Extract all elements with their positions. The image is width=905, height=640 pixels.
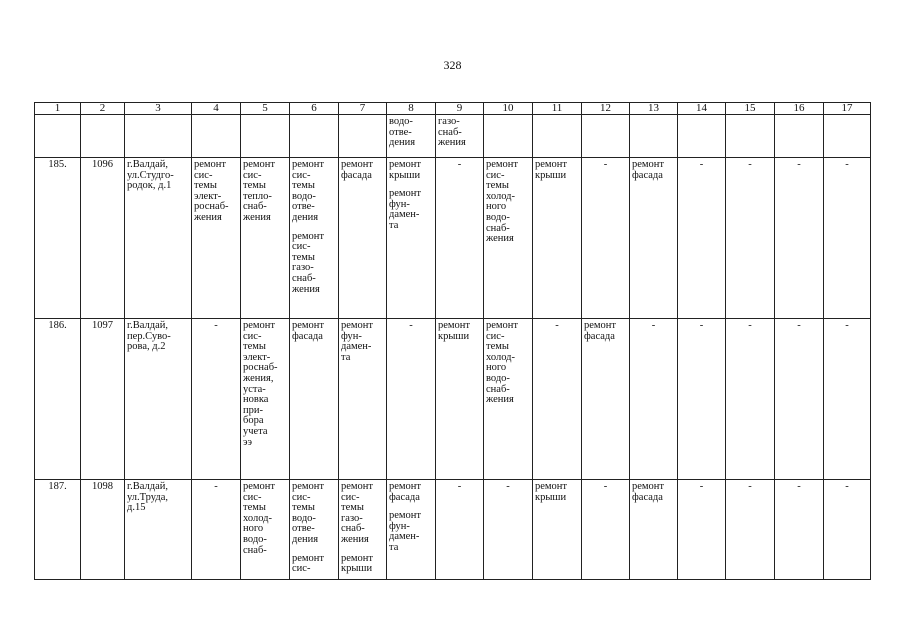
table-row xyxy=(35,158,871,319)
cell-c13 xyxy=(630,319,678,480)
dash-text: - xyxy=(699,320,704,331)
cell-c14 xyxy=(678,480,726,580)
cell-text: ремонт фасада xyxy=(292,320,325,342)
cell-text: 1097 xyxy=(92,320,113,331)
cell-text: водо- отве- дения xyxy=(389,116,416,149)
cell-c5 xyxy=(241,480,290,580)
cell-text: ремонт сис- темы элект- роснаб- жения xyxy=(194,159,229,223)
cell-text: ремонт крыши xyxy=(341,552,374,575)
cell xyxy=(241,115,290,158)
column-number-6: 6 xyxy=(290,103,339,115)
cell-c5 xyxy=(241,158,290,319)
table-row xyxy=(35,319,871,480)
cell-text: 187. xyxy=(48,481,67,492)
cell-c6 xyxy=(290,480,339,580)
cell-c16 xyxy=(775,158,824,319)
column-number-12: 12 xyxy=(582,103,630,115)
cell-text: ремонт крыши xyxy=(535,159,568,181)
cell-text: ремонт сис- темы газо- снаб- жения xyxy=(292,230,325,295)
cell xyxy=(35,115,81,158)
cell-c10 xyxy=(484,480,533,580)
row-number xyxy=(35,319,81,480)
dash-text: - xyxy=(457,159,462,170)
cell-text: 1098 xyxy=(92,481,113,492)
dash-text: - xyxy=(797,320,801,331)
column-number-9: 9 xyxy=(436,103,484,115)
cell-text: г.Валдай, ул.Труда, д.15 xyxy=(127,481,168,514)
cell-text: ремонт фун- дамен- та xyxy=(389,188,422,231)
cell-text: ремонт фун- дамен- та xyxy=(389,510,422,553)
cell-c8 xyxy=(387,480,436,580)
cell-text: ремонт фасада xyxy=(632,481,665,503)
column-number-15: 15 xyxy=(726,103,775,115)
cell-c6 xyxy=(290,158,339,319)
cell-text: ремонт сис- темы водо- отве- дения xyxy=(292,481,325,545)
cell-c6 xyxy=(290,319,339,480)
dash-text: - xyxy=(555,320,559,331)
cell-c13 xyxy=(630,480,678,580)
cell-text: ремонт сис- темы тепло- снаб- жения xyxy=(243,159,276,223)
dash-text: - xyxy=(457,481,462,492)
dash-text: - xyxy=(845,481,849,492)
column-number-5: 5 xyxy=(241,103,290,115)
column-number-1: 1 xyxy=(35,103,81,115)
page-number: 328 xyxy=(443,58,462,72)
cell-text: ремонт фун- дамен- та xyxy=(341,320,374,363)
cell-c8 xyxy=(387,158,436,319)
cell-text: ремонт сис- темы холод- ного водо- снаб- xyxy=(243,481,276,556)
column-number-3: 3 xyxy=(125,103,192,115)
dash-text: - xyxy=(845,159,849,170)
dash-text: - xyxy=(409,320,413,331)
cell xyxy=(192,115,241,158)
cell xyxy=(630,115,678,158)
cell-c12 xyxy=(582,319,630,480)
cell-text: газо- снаб- жения xyxy=(438,116,466,149)
cell-c8 xyxy=(387,115,436,158)
cell-text: ремонт фасада xyxy=(389,481,422,503)
cell-c9 xyxy=(436,158,484,319)
cell-c12 xyxy=(582,158,630,319)
cell-text: ремонт фасада xyxy=(584,320,617,342)
dash-text: - xyxy=(845,320,849,331)
cell-text: ремонт сис- темы газо- снаб- жения xyxy=(341,481,374,545)
cell-c8 xyxy=(387,319,436,480)
dash-text: - xyxy=(651,320,656,331)
dash-text: - xyxy=(214,320,218,331)
object-id xyxy=(81,480,125,580)
address-cell xyxy=(125,319,192,480)
cell-c4 xyxy=(192,319,241,480)
dash-text: - xyxy=(699,159,704,170)
cell-text: ремонт сис- темы элект- роснаб- жения, уста- новка при- бора учета ээ xyxy=(243,320,278,448)
cell-text: г.Валдай, ул.Студго- родок, д.1 xyxy=(127,159,174,192)
cell xyxy=(533,115,582,158)
cell-c7 xyxy=(339,480,387,580)
cell-c14 xyxy=(678,158,726,319)
column-number-8: 8 xyxy=(387,103,436,115)
column-number-row xyxy=(35,103,871,115)
object-id xyxy=(81,319,125,480)
cell-text: ремонт сис- темы водо- отве- дения xyxy=(292,159,325,223)
cell-c10 xyxy=(484,319,533,480)
row-number xyxy=(35,158,81,319)
cell-c13 xyxy=(630,158,678,319)
cell xyxy=(824,115,871,158)
cell-c5 xyxy=(241,319,290,480)
column-number-13: 13 xyxy=(630,103,678,115)
repair-schedule-table xyxy=(34,102,871,580)
column-number-16: 16 xyxy=(775,103,824,115)
cell xyxy=(290,115,339,158)
cell-c14 xyxy=(678,319,726,480)
cell xyxy=(678,115,726,158)
dash-text: - xyxy=(748,320,752,331)
cell xyxy=(81,115,125,158)
cell-c9 xyxy=(436,115,484,158)
cell-text: ремонт фасада xyxy=(341,159,374,181)
column-number-10: 10 xyxy=(484,103,533,115)
address-cell xyxy=(125,480,192,580)
dash-text: - xyxy=(603,159,608,170)
cell-c15 xyxy=(726,480,775,580)
cell-c12 xyxy=(582,480,630,580)
cell-text: ремонт сис- темы холод- ного водо- снаб- жения xyxy=(486,159,519,245)
dash-text: - xyxy=(748,159,752,170)
cell xyxy=(582,115,630,158)
cell-c15 xyxy=(726,158,775,319)
column-number-4: 4 xyxy=(192,103,241,115)
cell-c17 xyxy=(824,480,871,580)
continuation-row xyxy=(35,115,871,158)
column-number-17: 17 xyxy=(824,103,871,115)
cell-c9 xyxy=(436,319,484,480)
cell-text: ремонт крыши xyxy=(389,159,422,181)
cell-c7 xyxy=(339,319,387,480)
dash-text: - xyxy=(603,481,608,492)
cell-c11 xyxy=(533,319,582,480)
cell-c17 xyxy=(824,158,871,319)
cell-c9 xyxy=(436,480,484,580)
cell-text: ремонт фасада xyxy=(632,159,665,181)
dash-text: - xyxy=(699,481,704,492)
cell-c7 xyxy=(339,158,387,319)
cell-text: 1096 xyxy=(92,159,113,170)
table-row xyxy=(35,480,871,580)
cell-text: ремонт сис- xyxy=(292,552,325,575)
cell-c16 xyxy=(775,319,824,480)
dash-text: - xyxy=(797,159,801,170)
cell-c11 xyxy=(533,480,582,580)
cell xyxy=(484,115,533,158)
row-number xyxy=(35,480,81,580)
cell-c16 xyxy=(775,480,824,580)
object-id xyxy=(81,158,125,319)
column-number-2: 2 xyxy=(81,103,125,115)
cell-c10 xyxy=(484,158,533,319)
column-number-11: 11 xyxy=(533,103,582,115)
cell-text: ремонт крыши xyxy=(438,320,471,342)
cell xyxy=(726,115,775,158)
cell-text: ремонт сис- темы холод- ного водо- снаб- жения xyxy=(486,320,519,406)
cell-c17 xyxy=(824,319,871,480)
cell-text: 186. xyxy=(48,320,67,331)
column-number-14: 14 xyxy=(678,103,726,115)
cell xyxy=(339,115,387,158)
cell-c11 xyxy=(533,158,582,319)
dash-text: - xyxy=(214,481,218,492)
cell-c4 xyxy=(192,480,241,580)
cell-text: ремонт крыши xyxy=(535,481,568,503)
address-cell xyxy=(125,158,192,319)
cell-c15 xyxy=(726,319,775,480)
column-number-7: 7 xyxy=(339,103,387,115)
cell-c4 xyxy=(192,158,241,319)
cell-text: 185. xyxy=(48,159,67,170)
dash-text: - xyxy=(797,481,801,492)
cell-text: г.Валдай, пер.Суво- рова, д.2 xyxy=(127,320,171,353)
dash-text: - xyxy=(506,481,510,492)
dash-text: - xyxy=(748,481,752,492)
cell xyxy=(775,115,824,158)
cell xyxy=(125,115,192,158)
